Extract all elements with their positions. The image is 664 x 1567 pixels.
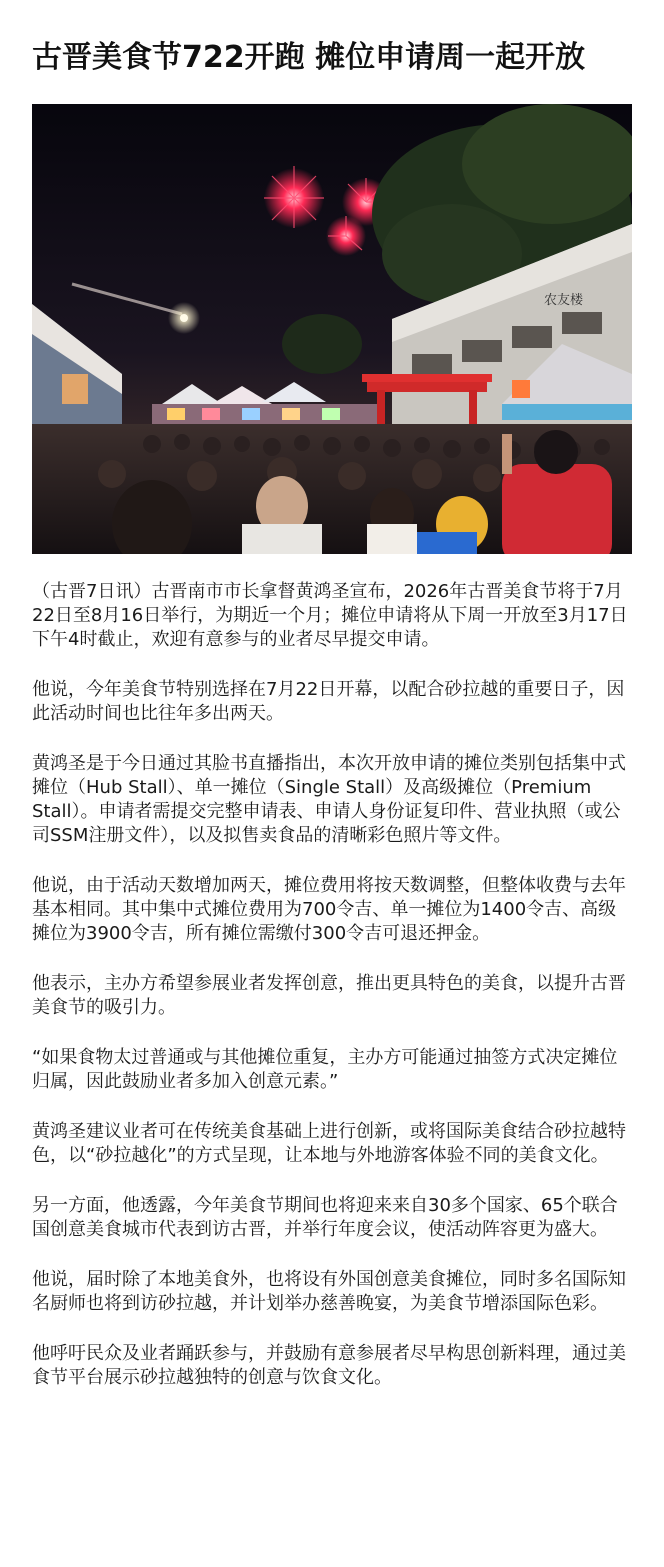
article-body bbox=[32, 580, 632, 1416]
article-paragraph: （古晋7日讯）古晋南市市长拿督黄鸿圣宣布，2026年古晋美食节将于7月22日至8月16日举行，为期近一个月；摊位申请将从下周一开放至3月17日下午4时截止，欢迎有意参与的业者尽早提交申请。 bbox=[32, 581, 628, 650]
article-paragraph: 他呼吁民众及业者踊跃参与，并鼓励有意参展者尽早构思创新料理，通过美食节平台展示砂拉越独特的创意与饮食文化。 bbox=[32, 1343, 626, 1388]
article-paragraph: 他说，由于活动天数增加两天，摊位费用将按天数调整，但整体收费与去年基本相同。其中集中式摊位费用为700令吉、单一摊位为1400令吉、高级摊位为3900令吉，所有摊位需缴付300令吉可退还押金。 bbox=[32, 875, 626, 944]
article-paragraph: 他表示，主办方希望参展业者发挥创意，推出更具特色的美食，以提升古晋美食节的吸引力。 bbox=[32, 973, 626, 1018]
hero-photo-illustration bbox=[32, 104, 632, 554]
article-paragraph: 黄鸿圣是于今日通过其脸书直播指出，本次开放申请的摊位类别包括集中式摊位（Hub Stall）、单一摊位（Single Stall）及高级摊位（Premium Stall）。申请者需提交完整申请表、申请人身份证复印件、营业执照（或公司SSM注册文件），以及拟售卖食品的清晰彩色照片等文件。 bbox=[32, 753, 626, 846]
article-paragraph: “如果食物太过普通或与其他摊位重复，主办方可能通过抽签方式决定摊位归属，因此鼓励业者多加入创意元素。” bbox=[32, 1047, 618, 1092]
article-paragraph: 另一方面，他透露，今年美食节期间也将迎来来自30多个国家、65个联合国创意美食城市代表到访古晋，并举行年度会议，使活动阵容更为盛大。 bbox=[32, 1195, 618, 1240]
article-paragraph: 他说，届时除了本地美食外，也将设有外国创意美食摊位，同时多名国际知名厨师也将到访砂拉越，并计划举办慈善晚宴，为美食节增添国际色彩。 bbox=[32, 1269, 626, 1314]
hero-photo bbox=[32, 104, 632, 554]
crowd bbox=[32, 424, 632, 554]
article-paragraph: 黄鸿圣建议业者可在传统美食基础上进行创新，或将国际美食结合砂拉越特色，以“砂拉越化”的方式呈现，让本地与外地游客体验不同的美食文化。 bbox=[32, 1121, 626, 1166]
article-title: 古晋美食节722开跑 摊位申请周一起开放 bbox=[32, 40, 586, 75]
building-sign-text: 农友楼 bbox=[544, 293, 584, 308]
article-paragraph: 他说，今年美食节特别选择在7月22日开幕，以配合砂拉越的重要日子，因此活动时间也比往年多出两天。 bbox=[32, 679, 625, 724]
